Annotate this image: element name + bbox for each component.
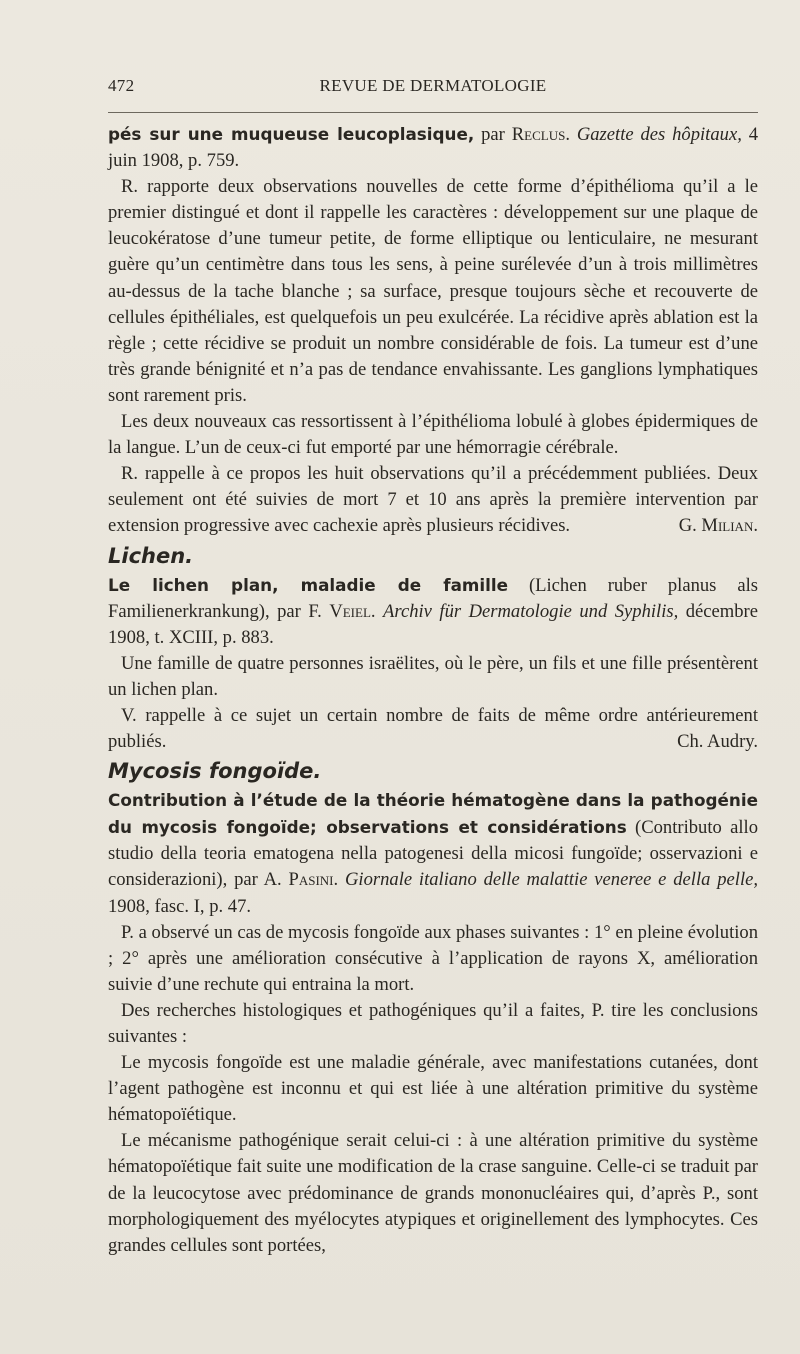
header-rule [108,112,758,113]
mycosis-title: Contribution à l’étude de la théorie hématogène dans la pathogénie du mycosis fongoïde; observations et considérations [108,790,758,838]
lichen-para-1: Une famille de quatre personnes israëlites, où le père, un fils et une fille présentèrent un lichen plan. [108,652,758,700]
reclus-para-3 [108,461,758,539]
reclus-title: pés sur une muqueuse leucoplasique, [108,124,475,144]
lichen-para-2-text: V. rappelle à ce sujet un certain nombre de faits de même ordre antérieurement publiés. [108,704,758,753]
reclus-para-3-text: R. rappelle à ce propos les huit observations qu’il a précédemment publiées. Deux seulement ont été suivies de mort 7 et 10 ans après la première intervention par extension progressive avec cachexie après plusieurs récidives. [108,463,758,537]
lichen-author: Veiel [329,600,371,622]
section-heading-lichen: Lichen. [108,543,194,568]
reclus-citation: pés sur une muqueuse leucoplasique, par Reclus. Gazette des hôpitaux, 4 juin 1908, p. 759. [108,124,758,172]
section-heading-mycosis: Mycosis fongoïde. [108,759,322,784]
running-title: REVUE DE DERMATOLOGIE [319,76,547,95]
body-text [108,121,758,1259]
reclus-author: Reclus [511,124,566,145]
mycosis-citation: Contribution à l’étude de la théorie hématogène dans la pathogénie du mycosis fongoïde; observations et considérations (Contributo allo studio della teoria ematogena nella patogenesi della micosi fungoïde; osservazioni e considerazioni), par A. Pasini. Giornale italiano delle malattie veneree e della pelle, 1908, fasc. I, p. 47. [108,790,759,917]
mycosis-para-3: Le mycosis fongoïde est une maladie générale, avec manifestations cutanées, dont l’agent pathogène est inconnu et qui est liée à une altération primitive du système hématopoïétique. [108,1052,758,1126]
lichen-journal: Archiv für Dermatologie und Syphilis, [383,600,679,622]
page-number: 472 [108,76,135,95]
reclus-signature: G. Milian. [678,515,758,537]
lichen-para-2 [108,703,758,755]
running-header [108,76,758,100]
reclus-by: par [474,124,512,145]
mycosis-date: 1908, fasc. I, p. 47. [108,895,252,917]
mycosis-subtitle: (Contributo allo studio della teoria ematogena nella patogenesi della micosi fungoïde; osservazioni e considerazioni), par A. [108,817,758,891]
mycosis-author: Pasini [288,869,334,891]
lichen-signature: Ch. Audry. [677,731,758,753]
reclus-para-1: R. rapporte deux observations nouvelles de cette forme d’épithélioma qu’il a le premier distingué et dont il rappelle les caractères : développement sur une plaque de leucokératose d’une tumeur petite, de forme elliptique ou lenticulaire, ne mesurant guère qu’un centimètre dans tous les sens, à peine surélevée d’un à trois millimètres au-dessus de la tache blanche ; sa surface, presque toujours sèche et recouverte de cellules épithéliales, est quelquefois un peu exulcérée. La récidive après ablation est la règle ; cette récidive se produit un nombre considérable de fois. La tumeur est d’une très grande bénignité et n’a pas de tendance envahissante. Les ganglions lymphatiques sont rarement pris. [108,176,758,406]
reclus-para-2: Les deux nouveaux cas ressortissent à l’épithélioma lobulé à globes épidermiques de la langue. L’un de ceux-ci fut emporté par une hémorragie cérébrale. [108,411,758,459]
reclus-journal: Gazette des hôpitaux, [576,124,742,145]
mycosis-para-2: Des recherches histologiques et pathogéniques qu’il a faites, P. tire les conclusions suivantes : [108,999,758,1047]
reclus-date: 4 juin 1908, p. 759. [108,124,758,172]
mycosis-journal: Giornale italiano delle malattie veneree e della pelle, [344,869,759,891]
lichen-citation: Le lichen plan, maladie de famille (Lichen ruber planus als Familienerkrankung), par F. Veiel. Archiv für Dermatologie und Syphilis, décembre 1908, t. XCIII, p. 883. [108,574,758,648]
lichen-date: décembre 1908, t. XCIII, p. 883. [108,600,758,648]
mycosis-para-4: Le mécanisme pathogénique serait celui-ci : à une altération primitive du système hématopoïétique fait suite une modification de la crase sanguine. Celle-ci se traduit par de la leucocytose avec prédominance de grands mononucléaires qui, d’après P., sont morphologiquement des myélocytes atypiques et originellement des lymphocytes. Ces grandes cellules sont portées, [108,1130,758,1256]
lichen-title: Le lichen plan, maladie de famille [108,574,509,595]
mycosis-para-1: P. a observé un cas de mycosis fongoïde aux phases suivantes : 1° en pleine évolution ; 2° après une amélioration consécutive à l’application de rayons X, amélioration suivie d’une rechute qui entraina la mort. [108,921,758,995]
lichen-subtitle: (Lichen ruber planus als Familienerkrankung), par F. [108,574,758,622]
